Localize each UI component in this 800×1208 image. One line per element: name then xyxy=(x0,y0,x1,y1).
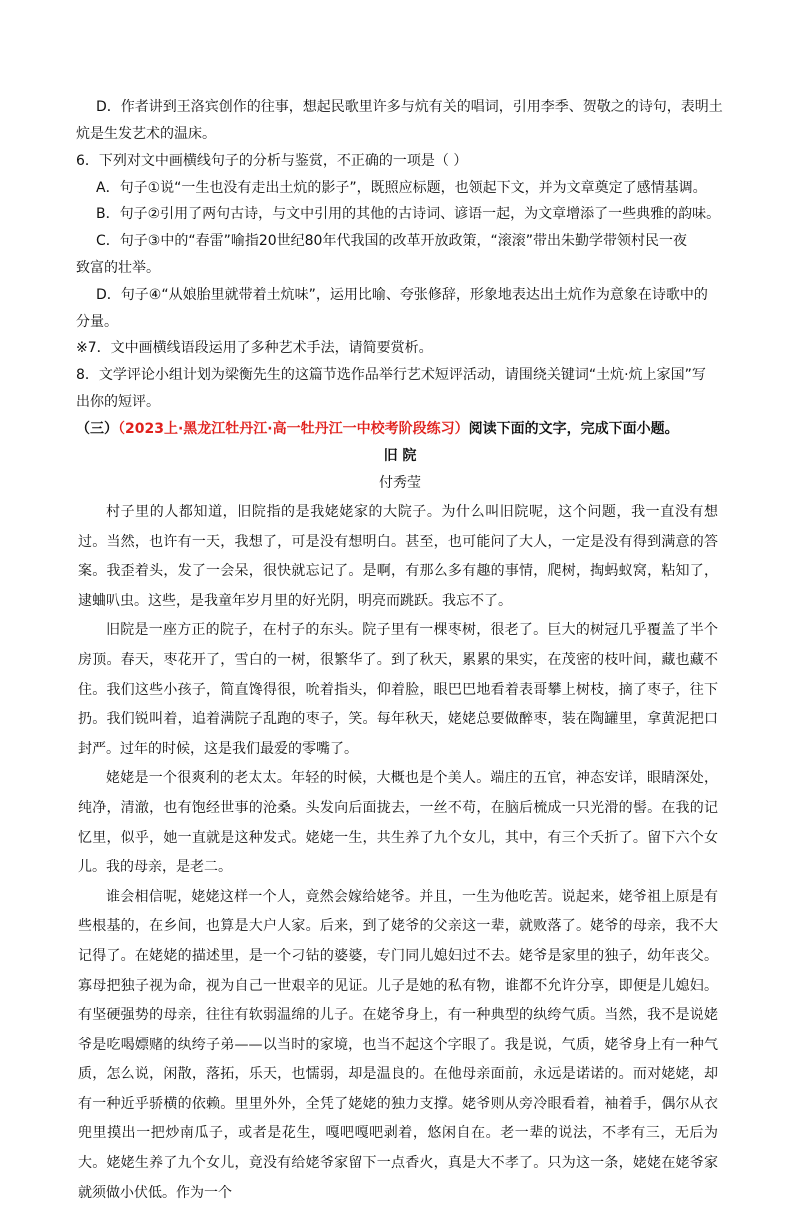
q6-option-d-line2: 分量。 xyxy=(76,314,118,330)
article-paragraph: 村子里的人都知道，旧院指的是我姥姥家的大院子。为什么叫旧院呢，这个问题，我一直没有想过。当然，也许有一天，我想了，可是没有想明白。甚至，也可能问了大人，一定是没有得到满意的答案。我歪着头，发了一会呆，很快就忘记了。是啊，有那么多有趣的事情，爬树，掏蚂蚁窝，粘知了，逮蛐叭虫。这些，是我童年岁月里的好光阴，明亮而跳跃。我忘不了。 xyxy=(78,504,718,609)
article-paragraph: 旧院是一座方正的院子，在村子的东头。院子里有一棵枣树，很老了。巨大的树冠几乎覆盖了半个房顶。春天，枣花开了，雪白的一树，很繁华了。到了秋天，累累的果实，在茂密的枝叶间，藏也藏不住。我们这些小孩子，简直馋得很，吮着指头，仰着脸，眼巴巴地看着表哥攀上树枝，摘了枣子，往下扔。我们锐叫着，追着满院子乱跑的枣子，笑。每年秋天，姥姥总要做醉枣，装在陶罐里，拿黄泥把口封严。过年的时候，这是我们最爱的零嘴了。 xyxy=(78,622,718,757)
q8-stem-line2: 出你的短评。 xyxy=(76,394,160,410)
q7-stem: ※7．文中画横线语段运用了多种艺术手法，请简要赏析。 xyxy=(76,340,433,356)
q6-option-a: A．句子①说“一生也没有走出土炕的影子”，既照应标题，也领起下文，并为文章奠定了感情基调。 xyxy=(96,180,707,196)
section-header xyxy=(76,417,679,442)
article-title: 旧 院 xyxy=(383,448,417,464)
q8-stem-line1: 8．文学评论小组计划为梁衡先生的这篇节选作品举行艺术短评活动，请围绕关键词“土炕·炕上家国”写 xyxy=(76,367,706,383)
q5-option-d-line1: D．作者讲到王洛宾创作的往事，想起民歌里许多与炕有关的唱词，引用李季、贺敬之的诗句，表明土 xyxy=(96,99,723,115)
section-source: （2023上·黑龙江牡丹江·高一牡丹江一中校考阶段练习） xyxy=(118,421,469,437)
q6-option-b: B．句子②引用了两句古诗，与文中引用的其他的古诗词、谚语一起，为文章增添了一些典雅的韵味。 xyxy=(96,206,721,222)
q6-option-d-line1: D．句子④“从娘胎里就带着土炕味”，运用比喻、夸张修辞，形象地表达出土炕作为意象在诗歌中的 xyxy=(96,287,708,303)
article-author: 付秀莹 xyxy=(379,475,421,491)
article-body xyxy=(78,498,718,1208)
q6-option-c-line1: C．句子③中的“春雷”喻指20世纪80年代我国的改革开放政策，“滚滚”带出朱勤学带领村民一夜 xyxy=(96,233,687,249)
q6-stem: 6．下列对文中画横线句子的分析与鉴赏，不正确的一项是（ ） xyxy=(76,153,468,169)
section-instruction: 阅读下面的文字，完成下面小题。 xyxy=(468,421,679,437)
q6-option-c-line2: 致富的壮举。 xyxy=(76,260,160,276)
article-paragraph: 姥姥是一个很爽利的老太太。年轻的时候，大概也是个美人。端庄的五官，神态安详，眼睛深处，纯净，清澈，也有饱经世事的沧桑。头发向后面拢去，一丝不苟，在脑后梳成一只光滑的髻。在我的记忆里，似乎，她一直就是这种发式。姥姥一生，共生养了九个女儿，其中，有三个夭折了。留下六个女儿。我的母亲，是老二。 xyxy=(78,770,718,876)
section-label: （三） xyxy=(76,421,118,437)
article-paragraph: 谁会相信呢，姥姥这样一个人，竟然会嫁给姥爷。并且，一生为他吃苦。说起来，姥爷祖上原是有些根基的，在乡间，也算是大户人家。后来，到了姥爷的父亲这一辈，就败落了。姥爷的母亲，我不大记得了。在姥姥的描述里，是一个刁钻的婆婆，专门同儿媳妇过不去。姥爷是家里的独子，幼年丧父。寡母把独子视为命，视为自己一世艰辛的见证。儿子是她的私有物，谁都不允许分享，即便是儿媳妇。有坚硬强势的母亲，往往有软弱温绵的儿子。在姥爷身上，有一种典型的纨绔气质。当然，我不是说姥爷是吃喝嫖赌的纨绔子弟——以当时的家境，也当不起这个字眼了。我是说，气质，姥爷身上有一种气质，怎么说，闲散，落拓，乐天，也懦弱，却是温良的。在他母亲面前，永远是诺诺的。而对姥姥，却有一种近乎骄横的依赖。里里外外，全凭了姥姥的独力支撑。姥爷则从旁冷眼看着，袖着手，偶尔从衣兜里摸出一把炒南瓜子，或者是花生，嘎吧嘎吧剥着，悠闲自在。老一辈的说法，不孝有三，无后为大。姥姥生养了九个女儿，竟没有给姥爷家留下一点香火，真是大不孝了。只为这一条，姥姥在姥爷家就须做小伏低。作为一个 xyxy=(78,888,718,1201)
q5-option-d-line2: 炕是生发艺术的温床。 xyxy=(76,126,216,142)
